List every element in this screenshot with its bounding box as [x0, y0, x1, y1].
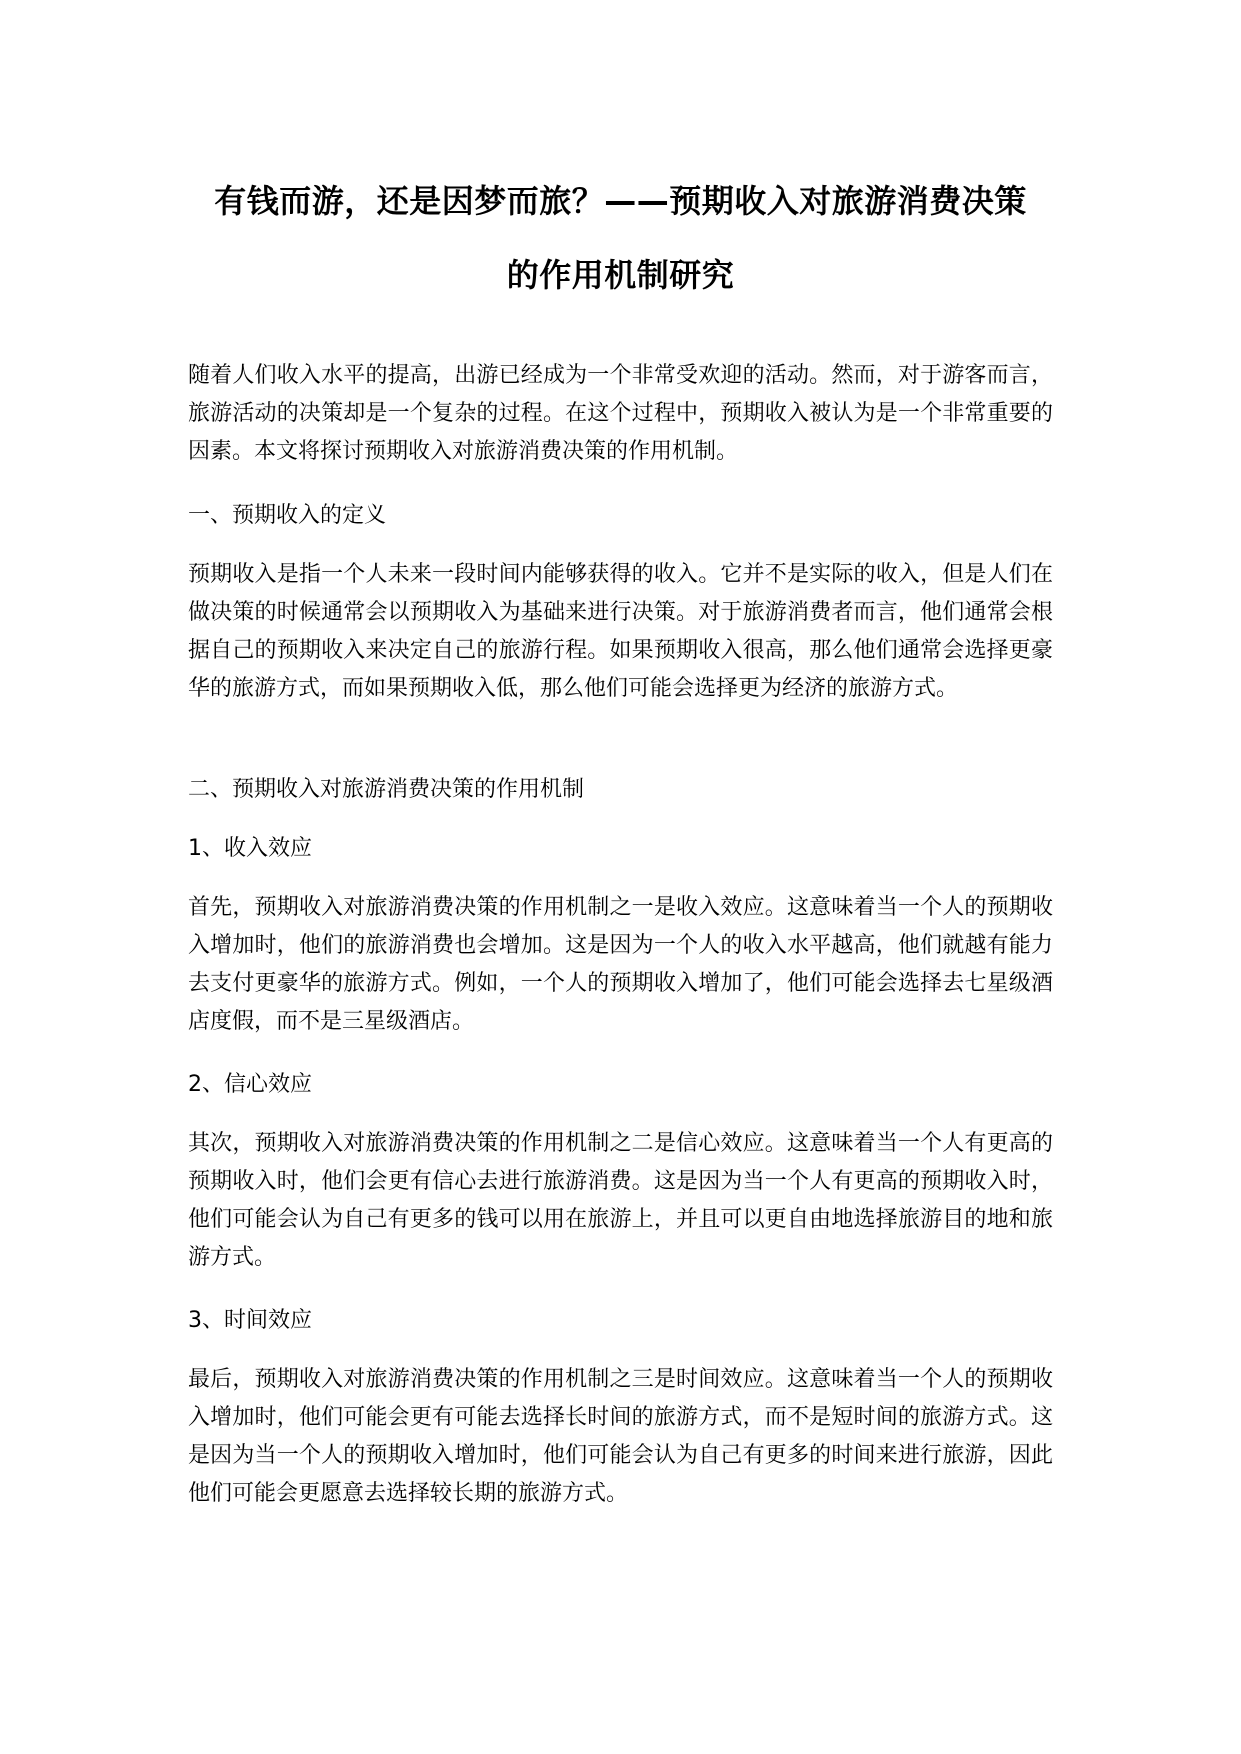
section-heading-mechanism: 二、预期收入对旅游消费决策的作用机制	[188, 777, 585, 802]
subsection-heading-time-effect: 3、时间效应	[188, 1308, 312, 1333]
intro-paragraph: 随着人们收入水平的提高，出游已经成为一个非常受欢迎的活动。然而，对于游客而言，旅游活动的决策却是一个复杂的过程。在这个过程中，预期收入被认为是一个非常重要的因素。本文将探讨预期收入对旅游消费决策的作用机制。	[188, 363, 1053, 464]
section-heading-definition: 一、预期收入的定义	[188, 503, 387, 528]
document-title-line-1: 有钱而游，还是因梦而旅？——预期收入对旅游消费决策	[214, 182, 1027, 220]
confidence-effect-paragraph: 其次，预期收入对旅游消费决策的作用机制之二是信心效应。这意味着当一个人有更高的预期收入时，他们会更有信心去进行旅游消费。这是因为当一个人有更高的预期收入时，他们可能会认为自己有更多的钱可以用在旅游上，并且可以更自由地选择旅游目的地和旅游方式。	[188, 1131, 1053, 1270]
subsection-heading-income-effect: 1、收入效应	[188, 836, 312, 861]
definition-paragraph: 预期收入是指一个人未来一段时间内能够获得的收入。它并不是实际的收入，但是人们在做决策的时候通常会以预期收入为基础来进行决策。对于旅游消费者而言，他们通常会根据自己的预期收入来决定自己的旅游行程。如果预期收入很高，那么他们通常会选择更豪华的旅游方式，而如果预期收入低，那么他们可能会选择更为经济的旅游方式。	[188, 562, 1053, 701]
subsection-heading-confidence-effect: 2、信心效应	[188, 1072, 312, 1097]
document-title-line-2: 的作用机制研究	[506, 256, 735, 294]
income-effect-paragraph: 首先，预期收入对旅游消费决策的作用机制之一是收入效应。这意味着当一个人的预期收入增加时，他们的旅游消费也会增加。这是因为一个人的收入水平越高，他们就越有能力去支付更豪华的旅游方式。例如，一个人的预期收入增加了，他们可能会选择去七星级酒店度假，而不是三星级酒店。	[188, 895, 1053, 1034]
time-effect-paragraph: 最后，预期收入对旅游消费决策的作用机制之三是时间效应。这意味着当一个人的预期收入增加时，他们可能会更有可能去选择长时间的旅游方式，而不是短时间的旅游方式。这是因为当一个人的预期收入增加时，他们可能会认为自己有更多的时间来进行旅游，因此他们可能会更愿意去选择较长期的旅游方式。	[188, 1367, 1053, 1506]
